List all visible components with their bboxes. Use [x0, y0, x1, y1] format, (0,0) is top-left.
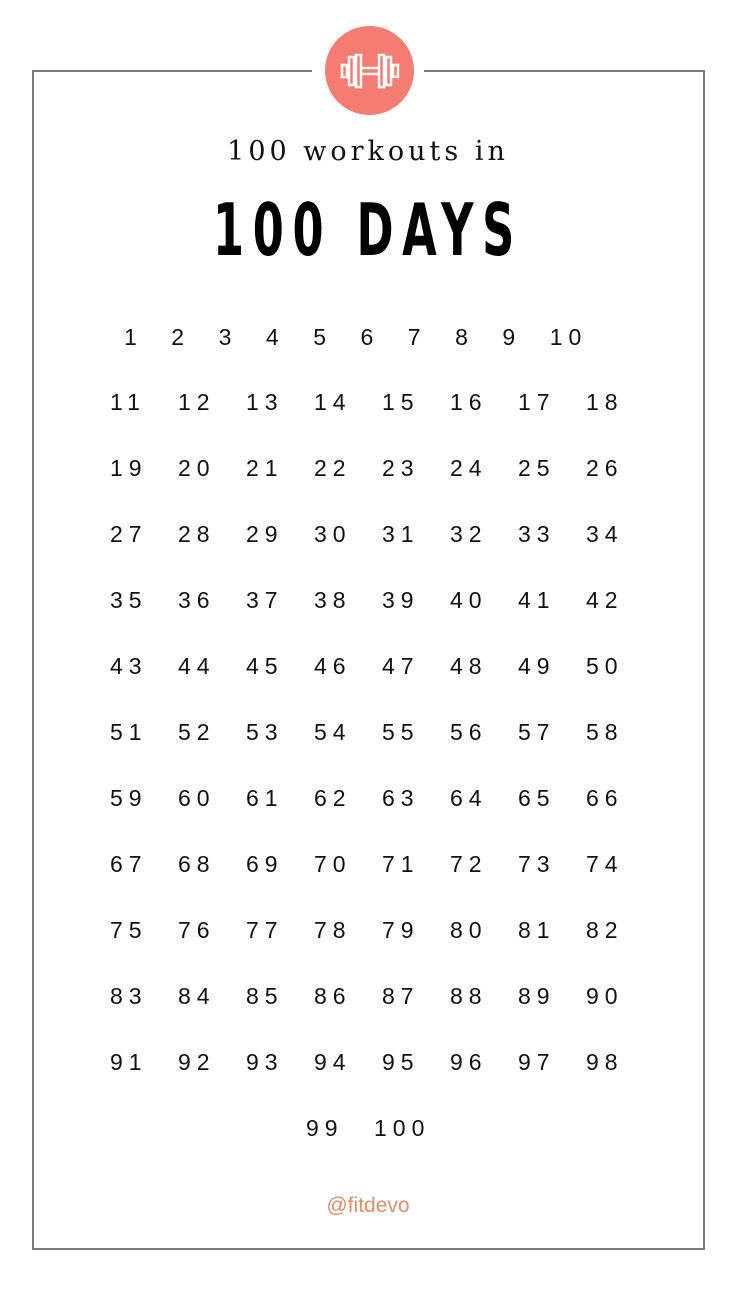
day-cell[interactable]: 23 — [382, 455, 420, 481]
day-cell[interactable]: 44 — [178, 653, 216, 679]
day-cell[interactable]: 14 — [314, 389, 352, 415]
day-cell[interactable]: 17 — [518, 389, 556, 415]
day-cell[interactable]: 1 — [124, 324, 143, 350]
day-cell[interactable]: 87 — [382, 983, 420, 1009]
day-cell[interactable]: 22 — [314, 455, 352, 481]
day-cell[interactable]: 81 — [518, 917, 556, 943]
day-cell[interactable]: 4 — [265, 324, 285, 350]
day-cell[interactable]: 27 — [110, 521, 148, 547]
day-cell[interactable]: 49 — [518, 653, 556, 679]
day-cell[interactable]: 13 — [246, 389, 284, 415]
day-cell[interactable]: 29 — [246, 521, 284, 547]
dumbbell-icon — [338, 51, 402, 91]
day-cell[interactable]: 35 — [110, 587, 148, 613]
day-cell[interactable]: 54 — [314, 719, 352, 745]
day-cell[interactable]: 91 — [110, 1049, 148, 1075]
subtitle: 100 workouts in — [227, 136, 509, 167]
day-cell[interactable]: 72 — [450, 851, 488, 877]
day-cell[interactable]: 68 — [178, 851, 216, 877]
day-cell[interactable]: 53 — [246, 719, 284, 745]
day-cell[interactable]: 45 — [246, 653, 284, 679]
day-cell[interactable]: 60 — [178, 785, 216, 811]
day-cell[interactable]: 97 — [518, 1049, 556, 1075]
day-cell[interactable]: 57 — [518, 719, 556, 745]
day-cell[interactable]: 76 — [178, 917, 216, 943]
day-cell[interactable]: 82 — [586, 917, 624, 943]
day-cell[interactable]: 3 — [218, 324, 238, 350]
day-cell[interactable]: 43 — [110, 653, 148, 679]
day-cell[interactable]: 34 — [586, 521, 624, 547]
page-title: 100 DAYS — [213, 188, 523, 272]
day-cell[interactable]: 75 — [110, 917, 148, 943]
day-cell[interactable]: 28 — [178, 521, 216, 547]
day-cell[interactable]: 70 — [314, 851, 352, 877]
day-cell[interactable]: 74 — [586, 851, 624, 877]
day-cell[interactable]: 7 — [407, 324, 427, 350]
day-cell[interactable]: 19 — [110, 455, 148, 481]
day-cell[interactable]: 26 — [586, 455, 624, 481]
day-cell[interactable]: 36 — [178, 587, 216, 613]
day-cell[interactable]: 77 — [246, 917, 284, 943]
day-cell[interactable]: 42 — [586, 587, 624, 613]
day-cell[interactable]: 80 — [450, 917, 488, 943]
day-cell[interactable]: 58 — [586, 719, 624, 745]
day-cell[interactable]: 38 — [314, 587, 352, 613]
day-cell[interactable]: 12 — [178, 389, 216, 415]
day-cell[interactable]: 9 — [502, 324, 522, 350]
day-cell[interactable]: 85 — [246, 983, 284, 1009]
day-cell[interactable]: 8 — [455, 324, 474, 350]
day-cell[interactable]: 63 — [382, 785, 420, 811]
day-cell[interactable]: 50 — [586, 653, 624, 679]
day-cell[interactable]: 48 — [450, 653, 488, 679]
day-cell[interactable]: 51 — [110, 719, 148, 745]
day-cell[interactable]: 2 — [171, 324, 191, 350]
day-cell[interactable]: 78 — [314, 917, 352, 943]
day-cell[interactable]: 86 — [314, 983, 352, 1009]
day-cell[interactable]: 92 — [178, 1049, 216, 1075]
day-cell[interactable]: 65 — [518, 785, 556, 811]
day-cell[interactable]: 41 — [518, 587, 556, 613]
day-cell[interactable]: 66 — [586, 785, 624, 811]
day-cell[interactable]: 83 — [110, 983, 148, 1009]
day-cell[interactable]: 40 — [450, 587, 488, 613]
day-cell[interactable]: 31 — [382, 521, 420, 547]
day-cell[interactable]: 71 — [382, 851, 420, 877]
day-cell[interactable]: 84 — [178, 983, 216, 1009]
day-cell[interactable]: 10 — [549, 324, 588, 350]
day-cell[interactable]: 99 — [306, 1115, 344, 1141]
day-cell[interactable]: 56 — [450, 719, 488, 745]
day-cell[interactable]: 55 — [382, 719, 420, 745]
day-cell[interactable]: 73 — [518, 851, 556, 877]
day-cell[interactable]: 46 — [314, 653, 352, 679]
day-cell[interactable]: 79 — [382, 917, 420, 943]
day-cell[interactable]: 69 — [246, 851, 284, 877]
logo-badge — [325, 26, 414, 115]
day-cell[interactable]: 5 — [313, 324, 332, 350]
day-cell[interactable]: 95 — [382, 1049, 420, 1075]
day-cell[interactable]: 11 — [110, 389, 146, 415]
day-cell[interactable]: 93 — [246, 1049, 284, 1075]
day-cell[interactable]: 61 — [246, 785, 284, 811]
day-cell[interactable]: 52 — [178, 719, 216, 745]
day-cell[interactable]: 21 — [246, 455, 284, 481]
day-cell[interactable]: 33 — [518, 521, 556, 547]
day-cell[interactable]: 88 — [450, 983, 488, 1009]
day-cell[interactable]: 96 — [450, 1049, 488, 1075]
day-cell[interactable]: 37 — [246, 587, 284, 613]
day-cell[interactable]: 98 — [586, 1049, 624, 1075]
day-cell[interactable]: 15 — [382, 389, 420, 415]
day-cell[interactable]: 6 — [360, 324, 380, 350]
day-cell[interactable]: 24 — [450, 455, 488, 481]
day-cell[interactable]: 59 — [110, 785, 148, 811]
day-cell[interactable]: 18 — [586, 389, 624, 415]
day-cell[interactable]: 25 — [518, 455, 556, 481]
day-cell[interactable]: 90 — [586, 983, 624, 1009]
day-cell[interactable]: 30 — [314, 521, 352, 547]
day-cell[interactable]: 39 — [382, 587, 420, 613]
day-cell[interactable]: 20 — [178, 455, 216, 481]
social-handle: @fitdevo — [326, 1194, 410, 1217]
day-cell[interactable]: 16 — [450, 389, 488, 415]
day-cell[interactable]: 100 — [374, 1115, 431, 1141]
day-cell[interactable]: 64 — [450, 785, 488, 811]
day-cell[interactable]: 32 — [450, 521, 488, 547]
day-cell[interactable]: 94 — [314, 1049, 352, 1075]
day-cell[interactable]: 67 — [110, 851, 148, 877]
day-cell[interactable]: 89 — [518, 983, 556, 1009]
day-cell[interactable]: 47 — [382, 653, 420, 679]
day-cell[interactable]: 62 — [314, 785, 352, 811]
